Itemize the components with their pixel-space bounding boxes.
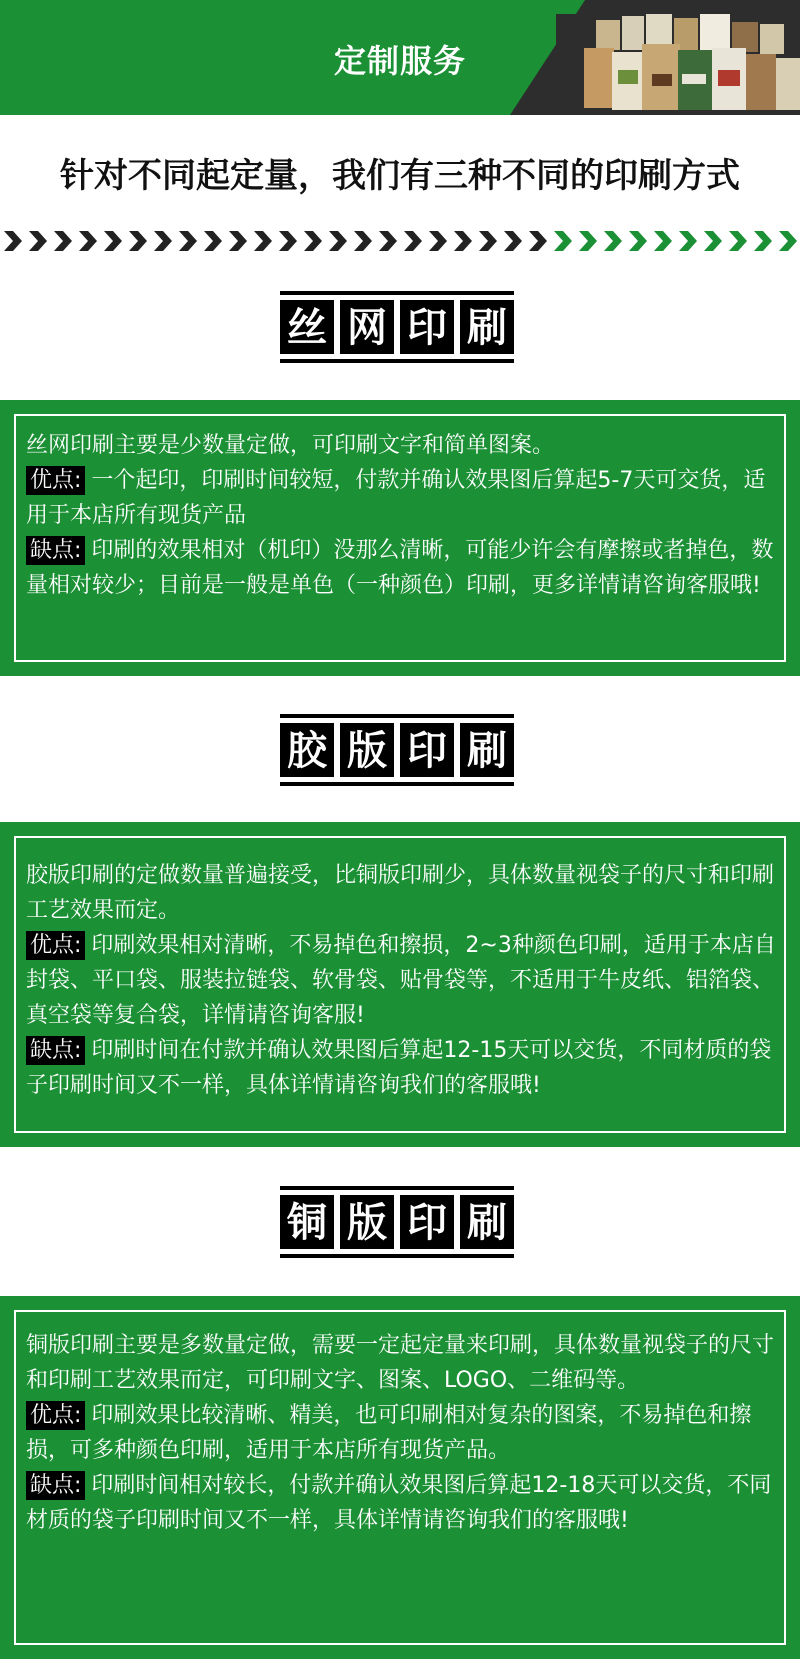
title-rule-bottom [280, 782, 514, 786]
chevron-arrow-icon [379, 231, 397, 251]
section-title-copperplate-printing [280, 1186, 514, 1258]
pros-text: 一个起印，印刷时间较短，付款并确认效果图后算起5-7天可交货，适用于本店所有现货产品 [26, 468, 766, 528]
pros-tag: 优点: [26, 931, 85, 960]
title-char: 版 [340, 1195, 394, 1249]
chevron-arrow-icon [279, 231, 297, 251]
chevron-arrow-icon [79, 231, 97, 251]
chevron-arrow-icon [154, 231, 172, 251]
chevron-arrow-icon [604, 231, 622, 251]
title-char: 刷 [460, 1195, 514, 1249]
pros-paragraph [26, 928, 780, 1033]
panel-content [26, 428, 780, 603]
chevron-arrow-icon [504, 231, 522, 251]
chevron-arrow-icon [404, 231, 422, 251]
title-char: 刷 [460, 723, 514, 777]
cons-tag: 缺点: [26, 536, 85, 565]
chevron-arrow-icon [454, 231, 472, 251]
section-title-screen-printing [280, 291, 514, 363]
pros-paragraph [26, 1398, 780, 1468]
title-rule-bottom [280, 359, 514, 363]
chevron-arrow-icon [754, 231, 772, 251]
chevron-divider [0, 228, 800, 254]
pros-text: 印刷效果比较清晰、精美，也可印刷相对复杂的图案，不易掉色和擦损，可多种颜色印刷，适用于本店所有现货产品。 [26, 1403, 752, 1463]
section-title-offset-printing [280, 714, 514, 786]
chevron-arrow-icon [329, 231, 347, 251]
chevron-arrow-icon [204, 231, 222, 251]
title-char: 刷 [460, 300, 514, 354]
chevron-arrow-icon [104, 231, 122, 251]
intro-text: 铜版印刷主要是多数量定做，需要一定起定量来印刷，具体数量视袋子的尺寸和印刷工艺效果而定，可印刷文字、图案、LOGO、二维码等。 [26, 1333, 775, 1393]
chevron-arrow-icon [354, 231, 372, 251]
pros-tag: 优点: [26, 1401, 85, 1430]
chevron-arrow-icon [529, 231, 547, 251]
intro-text: 胶版印刷的定做数量普遍接受，比铜版印刷少，具体数量视袋子的尺寸和印刷工艺效果而定。 [26, 863, 775, 923]
chevron-arrow-icon [179, 231, 197, 251]
cons-paragraph [26, 1033, 780, 1103]
title-char: 印 [400, 1195, 454, 1249]
title-char: 印 [400, 300, 454, 354]
chevron-arrow-icon [704, 231, 722, 251]
cons-text: 印刷的效果相对（机印）没那么清晰，可能少许会有摩擦或者掉色，数量相对较少；目前是一般是单色（一种颜色）印刷，更多详情请咨询客服哦! [26, 538, 774, 598]
chevron-arrow-icon [629, 231, 647, 251]
title-rule-bottom [280, 1254, 514, 1258]
pros-text: 印刷效果相对清晰，不易掉色和擦损，2~3种颜色印刷，适用于本店自封袋、平口袋、服装拉链袋、软骨袋、贴骨袋等，不适用于牛皮纸、铝箔袋、真空袋等复合袋，详情请咨询客服! [26, 933, 776, 1028]
chevron-arrow-icon [254, 231, 272, 251]
page-title: 定制服务 [333, 42, 466, 80]
chevron-arrow-icon [29, 231, 47, 251]
chevron-arrow-icon [779, 231, 797, 251]
title-rule-top [280, 1186, 514, 1190]
pros-paragraph [26, 463, 780, 533]
chevron-arrow-icon [729, 231, 747, 251]
cons-tag: 缺点: [26, 1036, 85, 1065]
chevron-arrow-icon [4, 231, 22, 251]
panel-content [26, 1328, 780, 1538]
intro-text: 丝网印刷主要是少数量定做，可印刷文字和简单图案。 [26, 433, 555, 458]
subtitle: 针对不同起定量，我们有三种不同的印刷方式 [60, 156, 740, 196]
cons-text: 印刷时间相对较长，付款并确认效果图后算起12-18天可以交货，不同材质的袋子印刷时间又不一样，具体详情请咨询我们的客服哦! [26, 1473, 772, 1533]
chevron-arrow-icon [304, 231, 322, 251]
header-banner [0, 0, 800, 115]
chevron-arrow-icon [479, 231, 497, 251]
chevron-arrow-icon [54, 231, 72, 251]
info-panel-offset-printing [0, 822, 800, 1147]
chevron-arrow-icon [229, 231, 247, 251]
panel-content [26, 858, 780, 1103]
info-panel-copperplate-printing [0, 1296, 800, 1659]
chevron-arrow-icon [429, 231, 447, 251]
chevron-arrow-icon [129, 231, 147, 251]
title-char: 丝 [280, 300, 334, 354]
chevron-arrow-icon [679, 231, 697, 251]
title-char: 印 [400, 723, 454, 777]
cons-paragraph [26, 1468, 780, 1538]
title-rule-top [280, 714, 514, 718]
chevron-arrow-icon [579, 231, 597, 251]
cons-paragraph [26, 533, 780, 603]
cons-text: 印刷时间在付款并确认效果图后算起12-15天可以交货，不同材质的袋子印刷时间又不一样，具体详情请咨询我们的客服哦! [26, 1038, 772, 1098]
chevron-arrow-icon [554, 231, 572, 251]
title-char: 胶 [280, 723, 334, 777]
info-panel-screen-printing [0, 400, 800, 676]
title-char: 铜 [280, 1195, 334, 1249]
pros-tag: 优点: [26, 466, 85, 495]
title-rule-top [280, 291, 514, 295]
chevron-arrow-icon [654, 231, 672, 251]
title-char: 版 [340, 723, 394, 777]
cons-tag: 缺点: [26, 1471, 85, 1500]
title-char: 网 [340, 300, 394, 354]
